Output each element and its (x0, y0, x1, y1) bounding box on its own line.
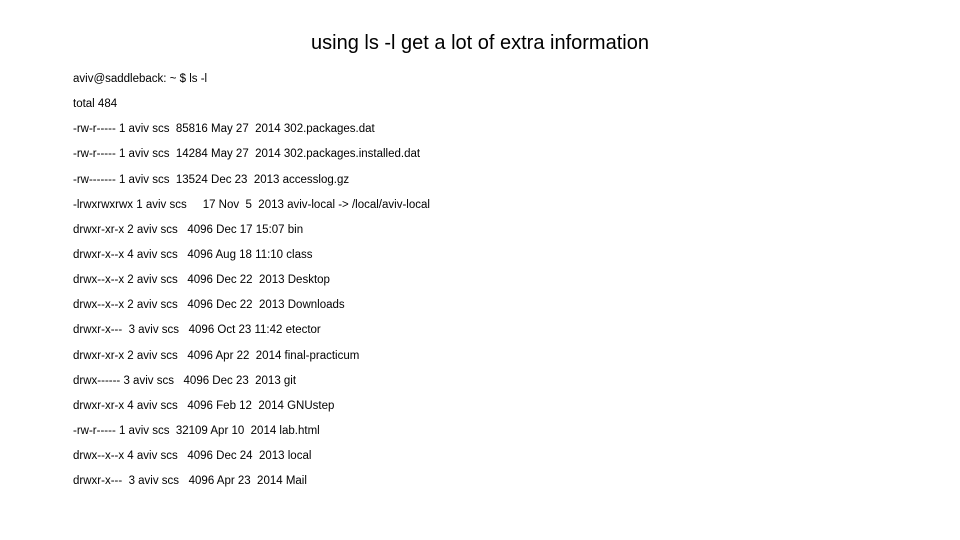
slide-title: using ls -l get a lot of extra information (311, 32, 649, 54)
listing-row: drwxr-x--x 4 aviv scs 4096 Aug 18 11:10 class (73, 248, 313, 261)
listing-row: drwxr-x--- 3 aviv scs 4096 Apr 23 2014 Mail (73, 475, 307, 488)
listing-row: drwx--x--x 2 aviv scs 4096 Dec 22 2013 Desktop (73, 274, 330, 287)
listing-row: -rw-r----- 1 aviv scs 14284 May 27 2014 302.packages.installed.dat (73, 148, 421, 161)
listing-row: -rw-r----- 1 aviv scs 32109 Apr 10 2014 lab.html (73, 424, 320, 437)
listing-row: drwx------ 3 aviv scs 4096 Dec 23 2013 git (73, 374, 297, 387)
terminal-total-line: total 484 (73, 98, 118, 111)
listing-row: drwxr-xr-x 2 aviv scs 4096 Dec 17 15:07 bin (73, 223, 304, 236)
listing-row: drwx--x--x 4 aviv scs 4096 Dec 24 2013 local (73, 450, 312, 463)
listing-row: drwxr-xr-x 2 aviv scs 4096 Apr 22 2014 final-practicum (73, 349, 360, 362)
listing-row: -rw-r----- 1 aviv scs 85816 May 27 2014 302.packages.dat (73, 123, 375, 136)
listing-row: -lrwxrwxrwx 1 aviv scs 17 Nov 5 2013 aviv-local -> /local/aviv-local (73, 198, 430, 211)
listing-row: drwxr-xr-x 4 aviv scs 4096 Feb 12 2014 GNUstep (73, 399, 335, 412)
listing-row: drwx--x--x 2 aviv scs 4096 Dec 22 2013 Downloads (73, 299, 345, 312)
terminal-output (73, 70, 430, 497)
listing-row: drwxr-x--- 3 aviv scs 4096 Oct 23 11:42 etector (73, 324, 321, 337)
listing-row: -rw------- 1 aviv scs 13524 Dec 23 2013 accesslog.gz (73, 173, 350, 186)
terminal-prompt-line: aviv@saddleback: ~ $ ls -l (73, 73, 208, 85)
